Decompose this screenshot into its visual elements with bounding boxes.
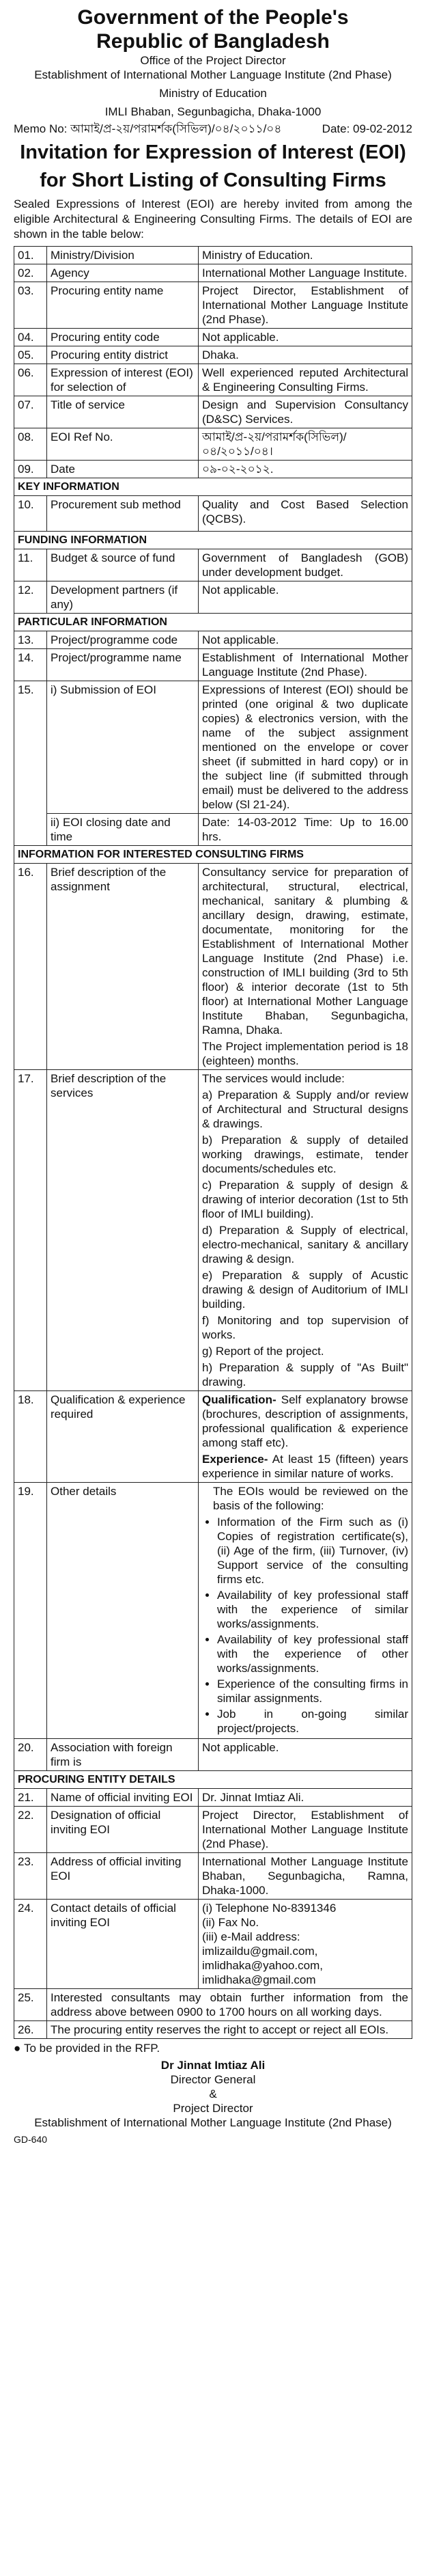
table-row: 15. i) Submission of EOI Expressions of Interest (EOI) should be printed (one original & two duplicate copies) & electronics version, with the name of the subject assignment mentioned on the envelope or cover sheet (if submitted in hard copy) or in the subject line (if submitted through email) must be delivered to the address below (Sl 21-24). bbox=[14, 681, 412, 814]
establishment-name: Establishment of International Mother Language Institute (2nd Phase) bbox=[34, 68, 392, 81]
office-name: Office of the Project Director bbox=[140, 54, 286, 67]
list-item: h) Preparation & supply of "As Built" drawing. bbox=[202, 1361, 408, 1388]
govt-title-line1: Government of the People's bbox=[77, 6, 349, 29]
table-row: 24. Contact details of official inviting EOI (i) Telephone No-8391346 (ii) Fax No. (iii) e-Mail address: imlizaildu@gmail.com, imlidhaka@yahoo.com, imlidhaka@gmail.com bbox=[14, 1900, 412, 1989]
memo-line bbox=[14, 122, 412, 137]
table-row: 19. Other details The EOIs would be reviewed on the basis of the following: • Information of the Firm such as (i) Copies of registration certificate(s), (ii) Age of the firm, (iii) Turnover, (iv) Support service of the consulting firms etc. • Availability of key professional staff with the experience of similar works/assignments. • Availability of key professional staff with the experience of other works/assignments. • Experience of the consulting firms in similar assignments. • Job in on-going similar project/projects. bbox=[14, 1483, 412, 1739]
other-details: The EOIs would be reviewed on the basis of the following: • Information of the Firm such as (i) Copies of registration certificate(s), (ii) Age of the firm, (iii) Turnover, (iv) Support service of the consulting firms etc. • Availability of key professional staff with the experience of similar works/assignments. • Availability of key professional staff with the experience of other works/assignments. • Experience of the consulting firms in similar assignments. • Job in on-going similar project/projects. bbox=[199, 1483, 412, 1739]
cell-label: Expression of interest (EOI) for selection of bbox=[47, 364, 199, 396]
govt-title-line2: Republic of Bangladesh bbox=[96, 30, 330, 53]
contact-phone: (i) Telephone No-8391346 bbox=[202, 1902, 337, 1915]
table-row bbox=[14, 428, 412, 461]
list-item: c) Preparation & supply of design & drawing of interior decoration (1st to 5th floor of IMLI building). bbox=[202, 1179, 408, 1220]
table-row: 13. Project/programme code Not applicable. bbox=[14, 631, 412, 649]
list-item: b) Preparation & supply of detailed working drawings, estimate, tender documents/schedules etc. bbox=[202, 1134, 408, 1175]
cell-no: 04. bbox=[14, 329, 47, 346]
rfp-note: To be provided in the RFP. bbox=[24, 2042, 160, 2055]
eoi-notice bbox=[14, 0, 412, 2145]
signatory-designation: Director General bbox=[170, 2073, 256, 2086]
signatory-designation-2: Project Director bbox=[173, 2102, 253, 2115]
table-row: 20. Association with foreign firm is Not applicable. bbox=[14, 1739, 412, 1771]
memo-date: Date: 09-02-2012 bbox=[322, 122, 412, 135]
contact-email: imlidhaka@yahoo.com, bbox=[202, 1959, 323, 1972]
cell-label: Procuring entity district bbox=[47, 346, 199, 364]
table-row bbox=[14, 396, 412, 428]
cell-value: Project Director, Establishment of International Mother Language Institute (2nd Phase). bbox=[199, 282, 412, 329]
cell-no: 02. bbox=[14, 264, 47, 282]
contact-email-label: (iii) e-Mail address: bbox=[202, 1930, 300, 1943]
cell-value: International Mother Language Institute. bbox=[199, 264, 412, 282]
list-item: e) Preparation & supply of Acustic drawing & design of Auditorium of IMLI building. bbox=[202, 1269, 408, 1311]
table-row bbox=[14, 264, 412, 282]
ampersand: & bbox=[209, 2087, 217, 2100]
table-row bbox=[14, 247, 412, 264]
section-procuring-entity: PROCURING ENTITY DETAILS bbox=[14, 1771, 412, 1789]
cell-label: Procuring entity name bbox=[47, 282, 199, 329]
cell-label: Procuring entity code bbox=[47, 329, 199, 346]
table-row: 12. Development partners (if any) Not applicable. bbox=[14, 581, 412, 614]
cell-no: 09. bbox=[14, 461, 47, 478]
cell-label: Agency bbox=[47, 264, 199, 282]
list-item: • Availability of key professional staff with the experience of similar works/assignments. bbox=[217, 1588, 408, 1631]
table-row: 26. The procuring entity reserves the right to accept or reject all EOIs. bbox=[14, 2021, 412, 2039]
list-item: • Experience of the consulting firms in similar assignments. bbox=[217, 1677, 408, 1705]
signature-block bbox=[14, 2058, 412, 2130]
list-item: f) Monitoring and top supervision of works. bbox=[202, 1314, 408, 1341]
table-row: 22. Designation of official inviting EOI Project Director, Establishment of International Mother Language Institute (2nd Phase). bbox=[14, 1807, 412, 1853]
section-funding-information: FUNDING INFORMATION bbox=[14, 532, 412, 549]
qualification-experience: Qualification- Self explanatory browse (brochures, description of assignments, professional qualification & experience among staff etc). Experience- At least 15 (fifteen) years experience in similar nature of works. bbox=[199, 1391, 412, 1483]
table-row: 16. Brief description of the assignment Consultancy service for preparation of architectural, structural, electrical, mechanical, sanitary & plumbing & ancillary design, drawing, estimate, documentate, monitoring for the Establishment of International Mother Language Institute (2nd Phase) i.e. construction of IMLI building (3rd to 5th floor) & interior decorate (1st to 5th floor) at International Mother Language Institute Bhaban, Segunbagicha, Ramna, Dhaka. The Project implementation period is 18 (eighteen) months. bbox=[14, 864, 412, 1070]
contact-email: imlizaildu@gmail.com, bbox=[202, 1945, 318, 1958]
table-row: 18. Qualification & experience required Qualification- Self explanatory browse (brochures, description of assignments, professional qualification & experience among staff etc). Experience- At least 15 (fifteen) years experience in similar nature of works. bbox=[14, 1391, 412, 1483]
list-item: • Job in on-going similar project/projects. bbox=[217, 1707, 408, 1736]
memo-number: Memo No: আমাই/প্র-২য়/পরামর্শক(সিভিল)/০৪/২০১১/০৪ bbox=[14, 122, 282, 135]
services-list: The services would include: a) Preparation & Supply and/or review of Architectural and Structural designs & drawings. b) Preparation & supply of detailed working drawings, estimate, tender documents/schedules etc. c) Preparation & supply of design & drawing of interior decoration (1st to 5th floor of IMLI building). d) Preparation & Supply of electrical, electro-mechanical, sanitary & ancillary drawing & design. e) Preparation & supply of Acustic drawing & design of Auditorium of IMLI building. f) Monitoring and top supervision of works. g) Report of the project. h) Preparation & supply of "As Built" drawing. bbox=[199, 1070, 412, 1391]
cell-no: 01. bbox=[14, 247, 47, 264]
table-row: ii) EOI closing date and time Date: 14-03-2012 Time: Up to 16.00 hrs. bbox=[14, 814, 412, 846]
cell-label: Date bbox=[47, 461, 199, 478]
ministry-name: Ministry of Education bbox=[159, 87, 267, 100]
cell-value: আমাই/প্র-২য়/পরামর্শক(সিভিল)/০৪/২০১১/০৪। bbox=[199, 428, 412, 461]
table-row bbox=[14, 329, 412, 346]
signatory-name: Dr Jinnat Imtiaz Ali bbox=[160, 2059, 266, 2072]
table-row bbox=[14, 346, 412, 364]
intro-paragraph: Sealed Expressions of Interest (EOI) are hereby invited from among the eligible Architectural & Engineering Consulting Firms. The details of EOI are shown in the table below: bbox=[14, 197, 412, 241]
table-row bbox=[14, 461, 412, 478]
section-key-information: KEY INFORMATION bbox=[14, 478, 412, 496]
section-consulting-firms: INFORMATION FOR INTERESTED CONSULTING FIRMS bbox=[14, 846, 412, 864]
eoi-details-table bbox=[14, 246, 412, 2039]
cell-label: Ministry/Division bbox=[47, 247, 199, 264]
assignment-description: Consultancy service for preparation of architectural, structural, electrical, mechanical, sanitary & plumbing & ancillary design, drawing, estimate, documentate, monitoring for the Establishment of International Mother Language Institute (2nd Phase) i.e. construction of IMLI building (3rd to 5th floor) & interior decorate (1st to 5th floor) at International Mother Language Institute Bhaban, Segunbagicha, Ramna, Dhaka. The Project implementation period is 18 (eighteen) months. bbox=[199, 864, 412, 1070]
cell-value: Not applicable. bbox=[199, 329, 412, 346]
cell-no: 08. bbox=[14, 428, 47, 461]
table-row: 23. Address of official inviting EOI International Mother Language Institute Bhaban, Segunbagicha, Ramna, Dhaka-1000. bbox=[14, 1853, 412, 1900]
invitation-title-line2: for Short Listing of Consulting Firms bbox=[40, 169, 386, 191]
table-row bbox=[14, 364, 412, 396]
office-address: IMLI Bhaban, Segunbagicha, Dhaka-1000 bbox=[104, 105, 322, 118]
table-row: 21. Name of official inviting EOI Dr. Jinnat Imtiaz Ali. bbox=[14, 1789, 412, 1807]
cell-value: Ministry of Education. bbox=[199, 247, 412, 264]
cell-value: ০৯-০২-২০১২. bbox=[199, 461, 412, 478]
list-item: g) Report of the project. bbox=[202, 1345, 324, 1358]
list-item: • Information of the Firm such as (i) Copies of registration certificate(s), (ii) Age of the firm, (iii) Turnover, (iv) Support service of the consulting firms etc. bbox=[217, 1515, 408, 1587]
table-row: 10. Procurement sub method Quality and Cost Based Selection (QCBS). bbox=[14, 496, 412, 532]
cell-no: 03. bbox=[14, 282, 47, 329]
table-row: 25. Interested consultants may obtain further information from the address above between 0900 to 1700 hours on all working days. bbox=[14, 1989, 412, 2021]
table-row: 11. Budget & source of fund Government of Bangladesh (GOB) under development budget. bbox=[14, 549, 412, 581]
list-item: a) Preparation & Supply and/or review of Architectural and Structural designs & drawings. bbox=[202, 1088, 408, 1130]
signatory-establishment: Establishment of International Mother Language Institute (2nd Phase) bbox=[34, 2116, 392, 2129]
list-item: d) Preparation & Supply of electrical, electro-mechanical, sanitary & ancillary drawing & design. bbox=[202, 1224, 408, 1265]
list-item: • Availability of key professional staff with the experience of other works/assignments. bbox=[217, 1632, 408, 1675]
cell-no: 07. bbox=[14, 396, 47, 428]
contact-fax: (ii) Fax No. bbox=[202, 1916, 259, 1929]
cell-value: Well experienced reputed Architectural & Engineering Consulting Firms. bbox=[199, 364, 412, 396]
contact-email: imlidhaka@gmail.com bbox=[202, 1973, 316, 1986]
cell-no: 06. bbox=[14, 364, 47, 396]
contact-details bbox=[199, 1900, 412, 1989]
cell-label: EOI Ref No. bbox=[47, 428, 199, 461]
rfp-note-bullet: ● bbox=[14, 2042, 24, 2055]
cell-no: 05. bbox=[14, 346, 47, 364]
cell-value: Dhaka. bbox=[199, 346, 412, 364]
table-row: 14. Project/programme name Establishment of International Mother Language Institute (2nd Phase). bbox=[14, 649, 412, 681]
cell-label: Title of service bbox=[47, 396, 199, 428]
gd-code: GD-640 bbox=[14, 2134, 48, 2145]
section-particular-information: PARTICULAR INFORMATION bbox=[14, 614, 412, 631]
table-row bbox=[14, 282, 412, 329]
table-row: 17. Brief description of the services The services would include: a) Preparation & Supply and/or review of Architectural and Structural designs & drawings. b) Preparation & supply of detailed working drawings, estimate, tender documents/schedules etc. c) Preparation & supply of design & drawing of interior decoration (1st to 5th floor of IMLI building). d) Preparation & Supply of electrical, electro-mechanical, sanitary & ancillary drawing & design. e) Preparation & supply of Acustic drawing & design of Auditorium of IMLI building. f) Monitoring and top supervision of works. g) Report of the project. h) Preparation & supply of "As Built" drawing. bbox=[14, 1070, 412, 1391]
cell-value: Design and Supervision Consultancy (D&SC) Services. bbox=[199, 396, 412, 428]
invitation-title-line1: Invitation for Expression of Interest (EOI) bbox=[20, 141, 406, 163]
